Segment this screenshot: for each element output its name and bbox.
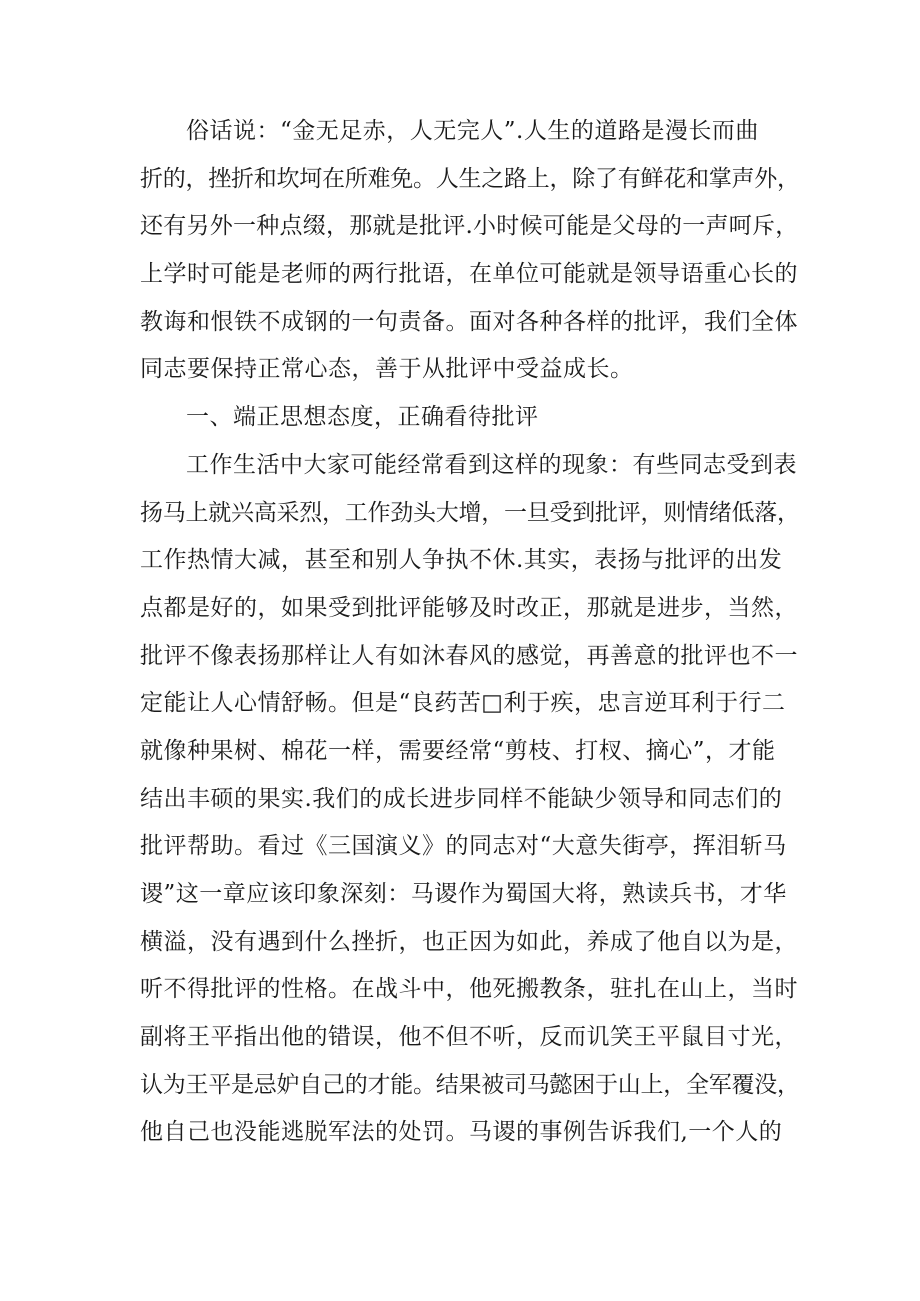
paragraph-2-line-15: 他自己也没能逃脱军法的处罚。马谡的事例告诉我们,一个人的 [140, 1119, 783, 1146]
paragraph-2-line-13: 副将王平指出他的错误，他不但不听，反而讥笑王平鼠目寸光， [140, 1024, 798, 1051]
paragraph-2-line-10: 谡”这一章应该印象深刻：马谡作为蜀国大将，熟读兵书，才华 [140, 881, 787, 907]
paragraph-2-line-11: 横溢，没有遇到什么挫折，也正因为如此，养成了他自以为是， [140, 928, 798, 955]
document-body [140, 108, 800, 1157]
paragraph-2-line-6: 定能让人心情舒畅。但是“良药苦□利于疾，忠言逆耳利于行二 [140, 690, 786, 717]
paragraph-2-line-9: 批评帮助。看过《三国演义》的同志对“大意失街亭，挥泪斩马 [140, 833, 787, 860]
paragraph-1-line-3: 还有另外一种点缀，那就是批评.小时候可能是父母的一声呵斥， [140, 213, 799, 240]
paragraph-2-line-7: 就像种果树、棉花一样，需要经常“剪枝、打杈、摘心”，才能 [140, 737, 776, 764]
paragraph-2-line-3: 工作热情大减，甚至和别人争执不休.其实，表扬与批评的出发 [140, 547, 783, 574]
paragraph-2-line-5: 批评不像表扬那样让人有如沐春风的感觉，再善意的批评也不一 [140, 642, 798, 669]
paragraph-2-line-14: 认为王平是忌妒自己的才能。结果被司马懿困于山上，全军覆没， [140, 1071, 800, 1098]
paragraph-1-line-1: 俗话说：“金无足赤，人无完人”.人生的道路是漫长而曲 [186, 118, 759, 144]
section-heading-1: 一、端正思想态度，正确看待批评 [186, 404, 539, 431]
paragraph-2-line-4: 点都是好的，如果受到批评能够及时改正，那就是进步，当然， [140, 594, 798, 621]
paragraph-2-line-1: 工作生活中大家可能经常看到这样的现象：有些同志受到表 [186, 451, 797, 478]
paragraph-2-line-2: 扬马上就兴高采烈，工作劲头大增，一旦受到批评，则情绪低落， [140, 499, 800, 526]
paragraph-1-line-5: 教诲和恨铁不成钢的一句责备。面对各种各样的批评，我们全体 [140, 308, 798, 335]
paragraph-1-line-4: 上学时可能是老师的两行批语，在单位可能就是领导语重心长的 [140, 261, 798, 288]
paragraph-1-line-6: 同志要保持正常心态，善于从批评中受益成长。 [140, 356, 634, 383]
paragraph-1-line-2: 折的，挫折和坎坷在所难免。人生之路上，除了有鲜花和掌声外， [140, 165, 800, 192]
paragraph-2-line-8: 结出丰硕的果实.我们的成长进步同样不能缺少领导和同志们的 [140, 785, 783, 812]
paragraph-2-line-12: 听不得批评的性格。在战斗中，他死搬教条，驻扎在山上，当时 [140, 976, 798, 1003]
